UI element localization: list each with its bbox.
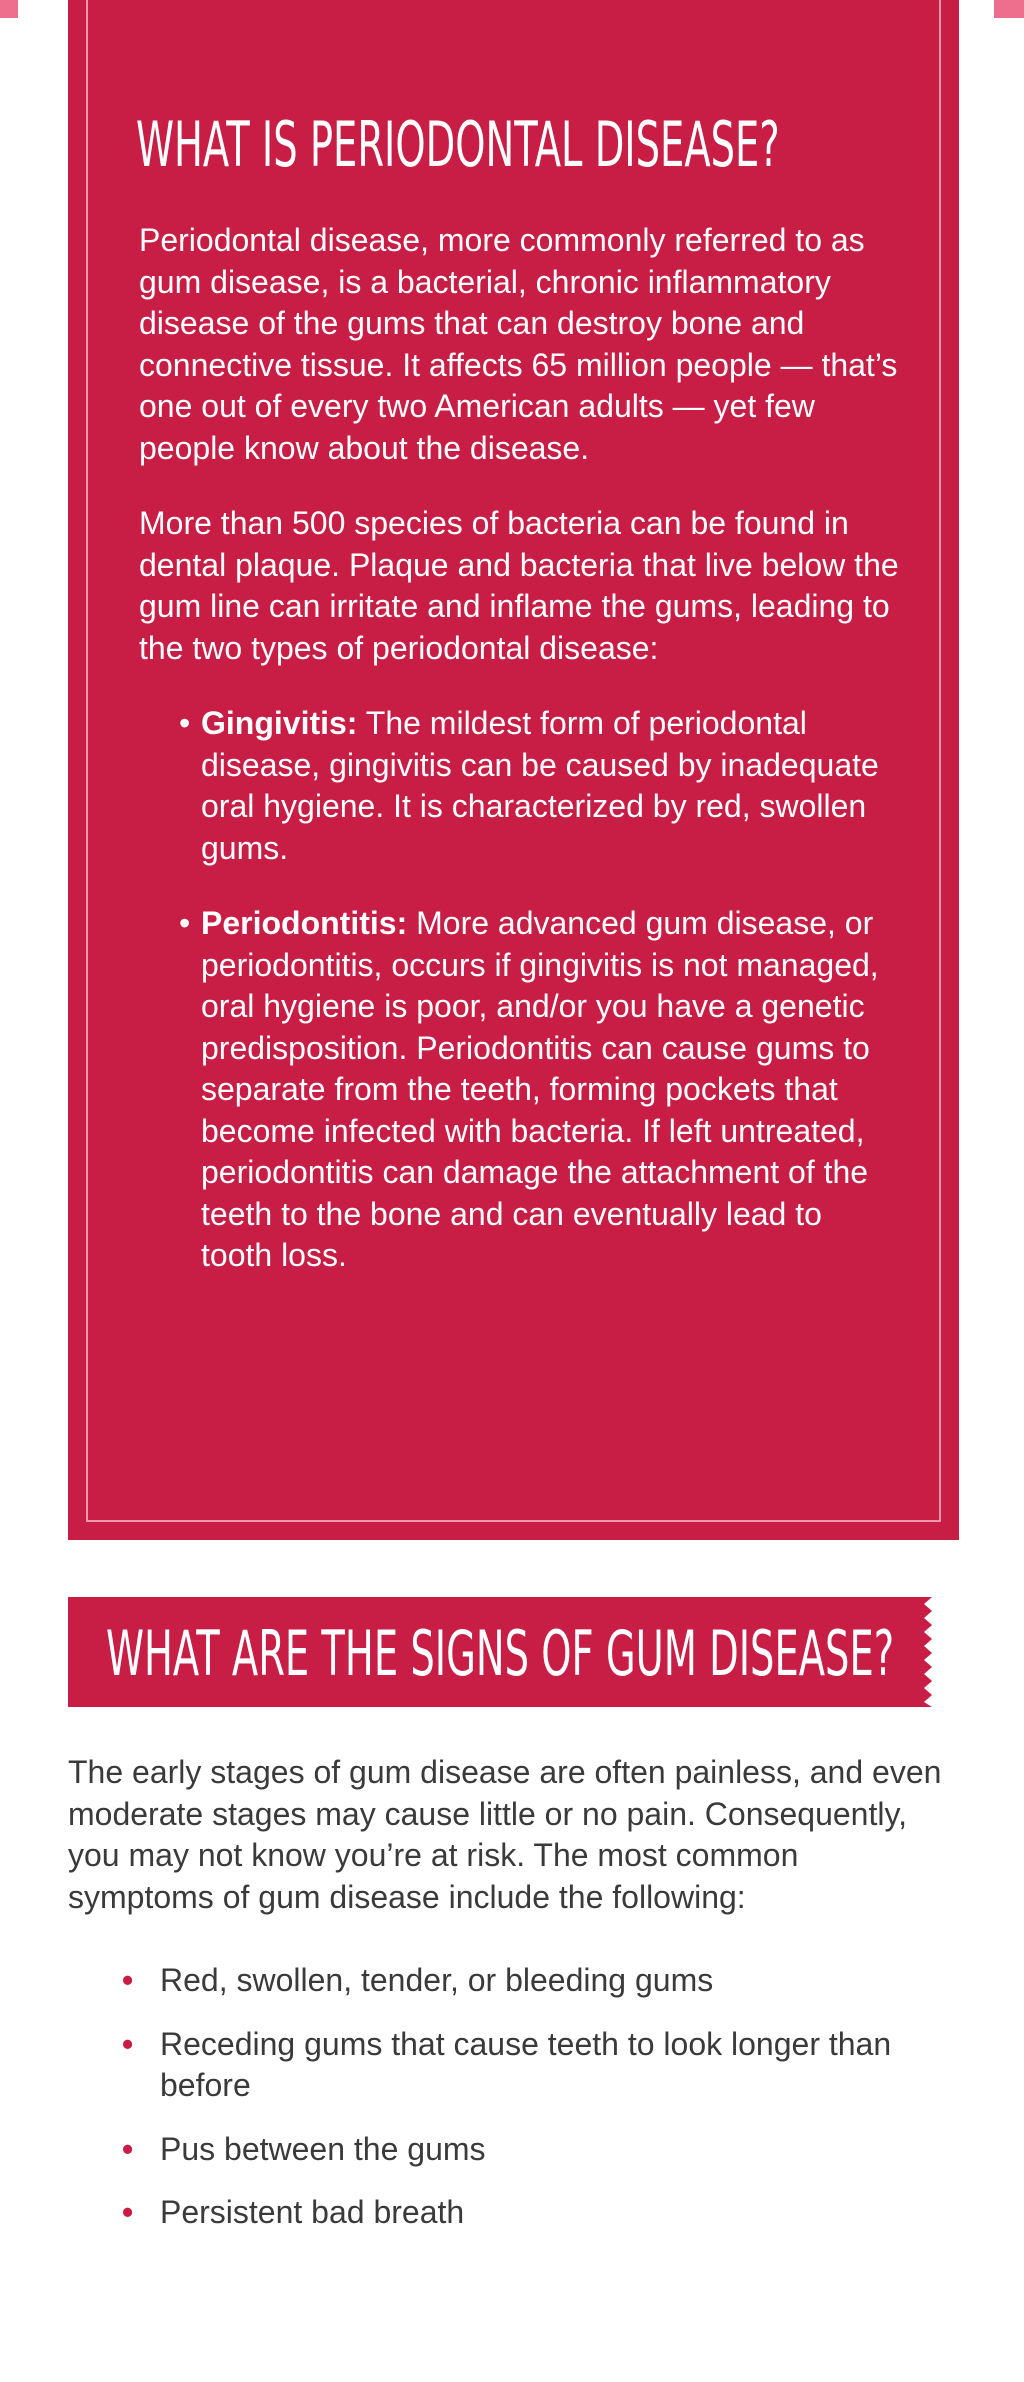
- periodontal-info-panel: [68, 0, 959, 1540]
- list-item-gingivitis: [179, 703, 899, 869]
- list-item: [122, 2024, 948, 2107]
- panel-body: [139, 220, 899, 1311]
- symptom-text: Persistent bad breath: [160, 2194, 465, 2230]
- signs-content: [68, 1752, 948, 2256]
- paragraph-intro: The early stages of gum disease are often painless, and even moderate stages may cause little or no pain. Consequently, you may not know you’re at risk. The most common symptoms of gum disease include the following:: [68, 1754, 942, 1915]
- bullet-icon: •: [179, 705, 191, 741]
- list-item-periodontitis: [179, 903, 899, 1277]
- term-label: Gingivitis:: [201, 705, 358, 741]
- bullet-icon: •: [122, 2025, 134, 2062]
- bullet-icon: •: [122, 2194, 134, 2230]
- term-description: More advanced gum disease, or periodontitis, occurs if gingivitis is not managed, oral hygiene is poor, and/or you have a genetic predisposition. Periodontitis can cause gums to separate from the teeth, forming pockets that become infected with bacteria. If left untreated, periodontitis can damage the attachment of the teeth to the bone and can eventually lead to tooth loss.: [201, 905, 879, 1273]
- symptom-text: Pus between the gums: [160, 2130, 486, 2167]
- bullet-icon: •: [122, 1962, 134, 1998]
- paragraph-bacteria: More than 500 species of bacteria can be found in dental plaque. Plaque and bacteria that live below the gum line can irritate and inflame the gums, leading to the two types of periodontal disease:: [139, 505, 899, 666]
- ribbon-zigzag-edge: [920, 1597, 934, 1707]
- section-title: WHAT ARE THE SIGNS OF GUM DISEASE?: [106, 1617, 895, 1690]
- list-item: [122, 2129, 948, 2171]
- bullet-icon: •: [122, 2130, 134, 2167]
- section-title: WHAT IS PERIODONTAL DISEASE?: [136, 108, 780, 181]
- symptom-text: Red, swollen, tender, or bleeding gums: [160, 1962, 714, 1998]
- symptom-text: Receding gums that cause teeth to look longer than before: [160, 2025, 892, 2103]
- corner-accent-right: [994, 0, 1024, 18]
- bullet-icon: •: [179, 905, 191, 941]
- term-label: Periodontitis:: [201, 905, 408, 941]
- list-item: [122, 1960, 948, 2002]
- signs-ribbon-header: [68, 1597, 920, 1707]
- disease-types-list: [139, 703, 899, 1277]
- paragraph-definition: Periodontal disease, more commonly referred to as gum disease, is a bacterial, chronic inflammatory disease of the gums that can destroy bone and connective tissue. It affects 65 million people — that’s one out of every two American adults — yet few people know about the disease.: [139, 222, 898, 466]
- term-description: The mildest form of periodontal disease, gingivitis can be caused by inadequate oral hygiene. It is characterized by red, swollen gums.: [201, 705, 879, 866]
- corner-accent-left: [0, 0, 18, 18]
- list-item: [122, 2192, 948, 2234]
- symptoms-list: [68, 1960, 948, 2234]
